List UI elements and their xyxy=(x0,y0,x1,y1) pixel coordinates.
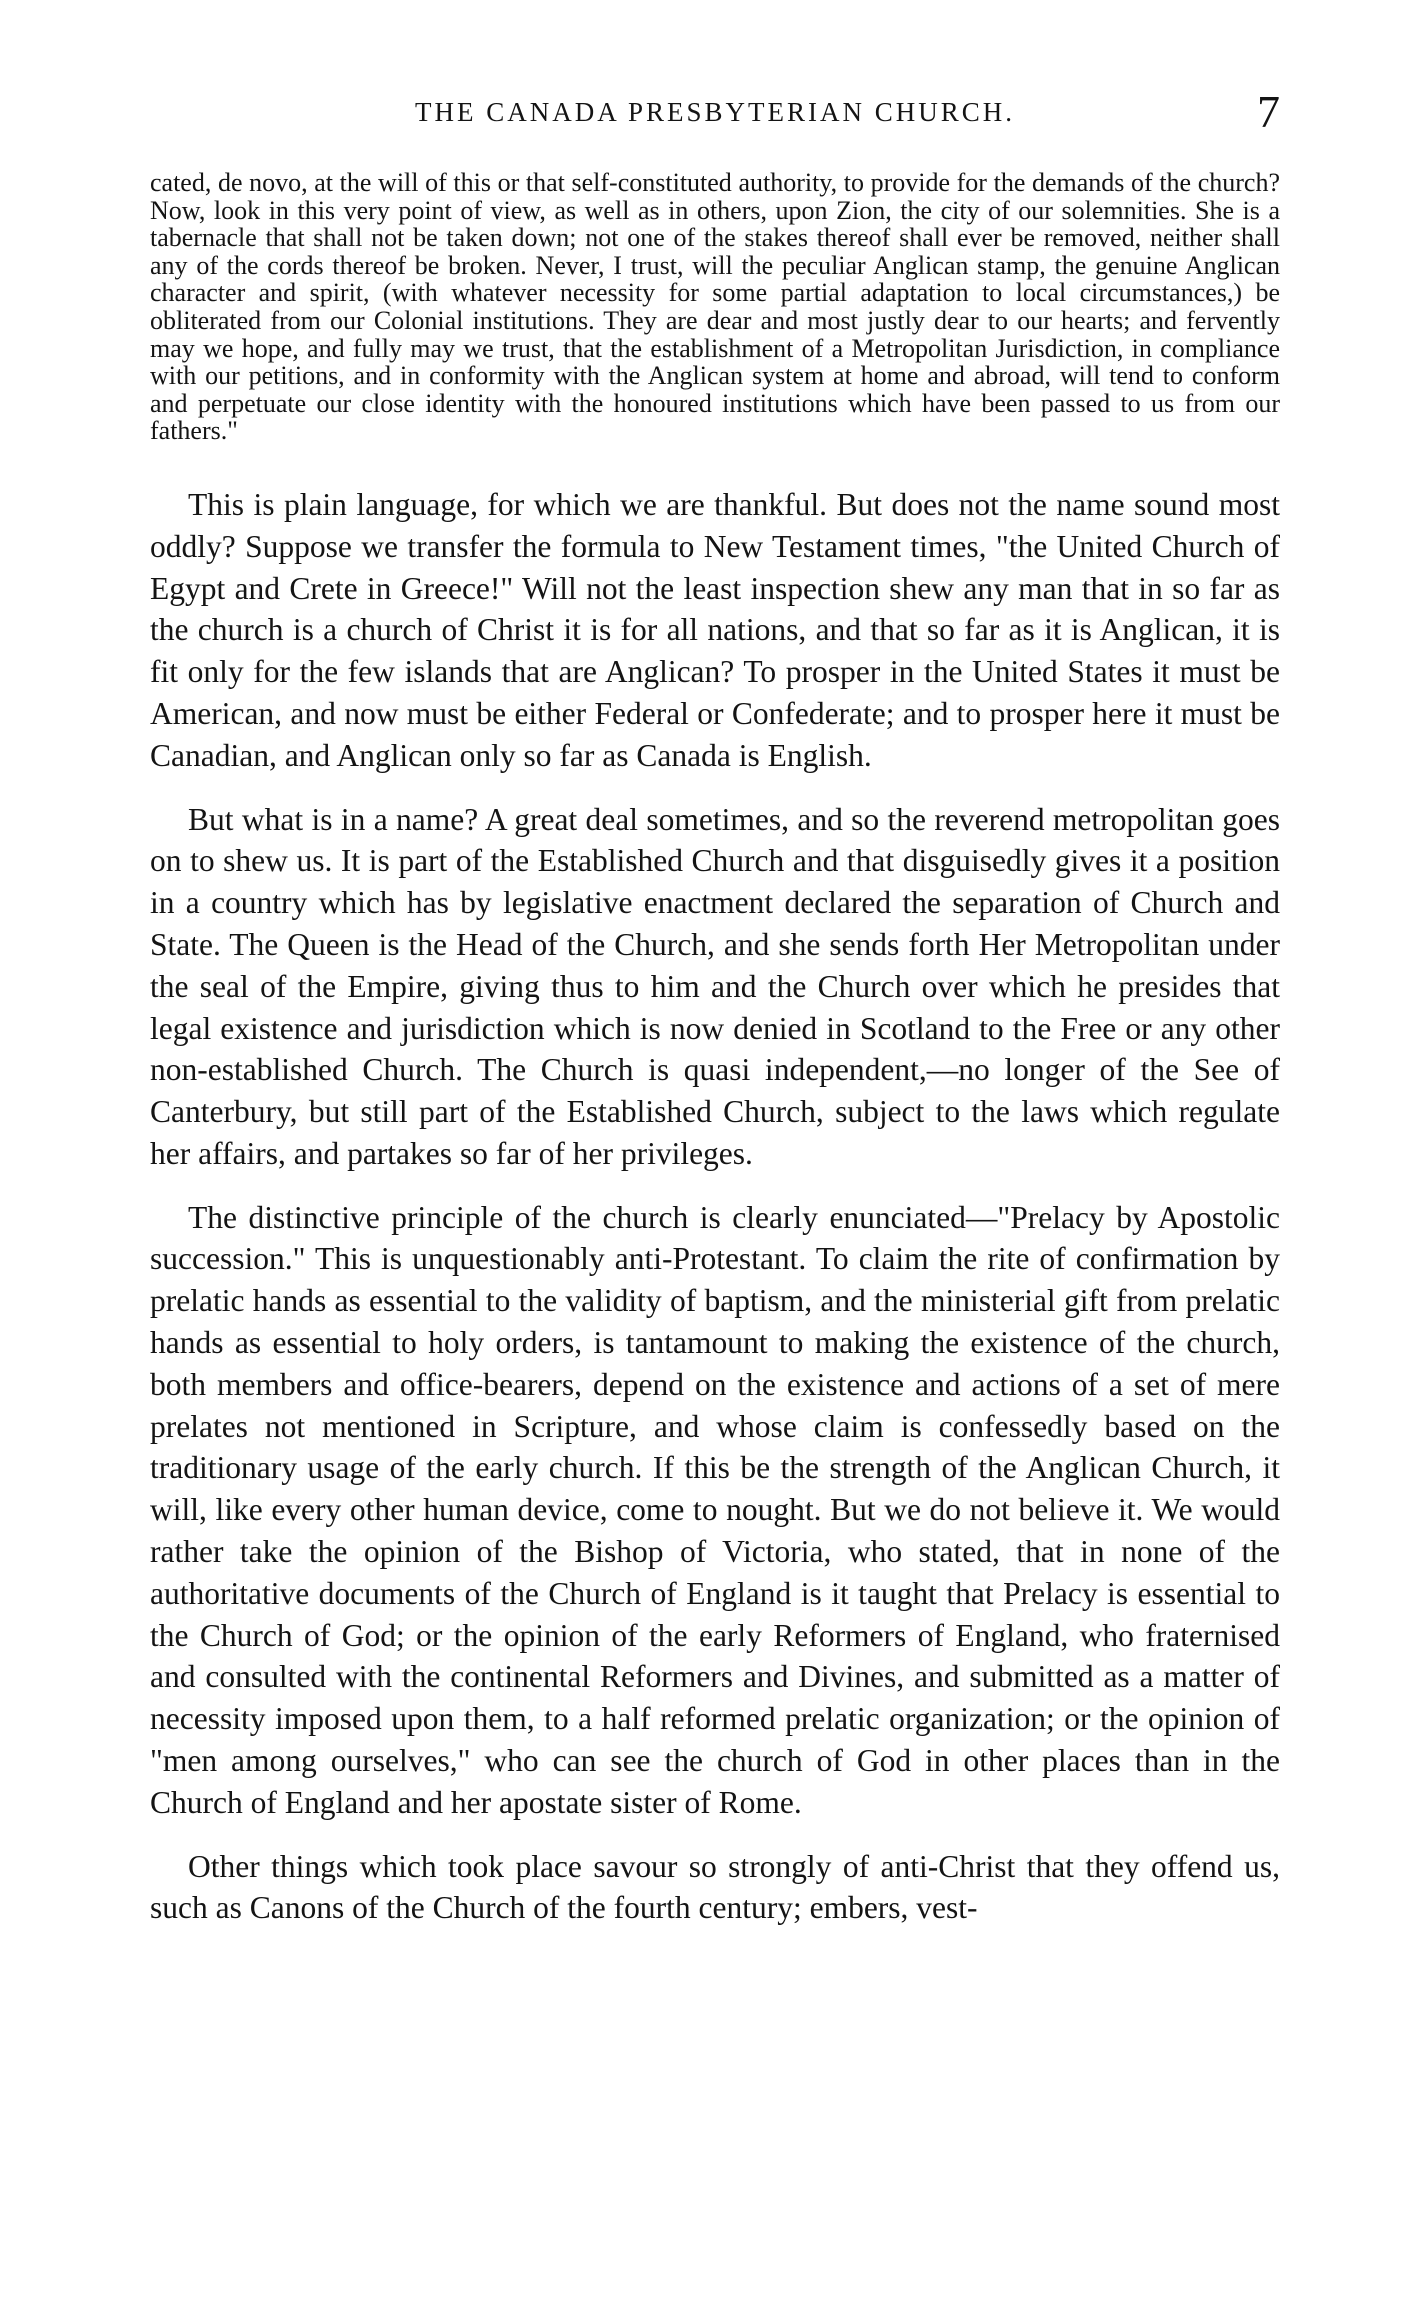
page-header xyxy=(150,85,1280,145)
paragraph-other-things: Other things which took place savour so strongly of anti-Christ that they offend us, such as Canons of the Church of the fourth century; embers, vest- xyxy=(150,1848,1280,1926)
paragraph-distinctive-principle: The distinctive principle of the church is clearly enunciated—"Prelacy by Apostolic succession." This is unquestionably anti-Protestant. To claim the rite of confirmation by prelatic hands as essential to the validity of baptism, and the ministerial gift from prelatic hands as essential to holy orders, is tantamount to making the existence of the church, both members and office-bearers, depend on the existence and actions of a set of mere prelates not mentioned in Scripture, and whose claim is confessedly based on the traditionary usage of the early church. If this be the strength of the Anglican Church, it will, like every other human device, come to nought. But we do not believe it. We would rather take the opinion of the Bishop of Victoria, who stated, that in none of the authoritative documents of the Church of England is it taught that Prelacy is essential to the Church of God; or the opinion of the early Reformers of England, who fraternised and consulted with the continental Reformers and Divines, and submitted as a matter of necessity imposed upon them, to a half reformed prelatic organization; or the opinion of "men among ourselves," who can see the church of God in other places than in the Church of England and her apostate sister of Rome. xyxy=(150,1199,1280,1820)
quote-continuation: cated, de novo, at the will of this or that self-constituted authority, to provide for the demands of the church? Now, look in this very point of view, as well as in others, upon Zion, the city of our solemnities. She is a tabernacle that shall not be taken down; not one of the stakes thereof shall ever be removed, neither shall any of the cords thereof be broken. Never, I trust, will the peculiar Anglican stamp, the genuine Anglican character and spirit, (with whatever necessity for some partial adaptation to local circumstances,) be obliterated from our Colonial institutions. They are dear and most justly dear to our hearts; and fervently may we hope, and fully may we trust, that the establishment of a Metropolitan Jurisdiction, in compliance with our petitions, and in conformity with the Anglican system at home and abroad, will tend to conform and perpetuate our close identity with the honoured institutions which have been passed to us from our fathers." xyxy=(150,168,1280,446)
paragraph-plain-language: This is plain language, for which we are thankful. But does not the name sound most oddly? Suppose we transfer the formula to New Testament times, "the United Church of Egypt and Crete in Greece!" Will not the least inspection shew any man that in so far as the church is a church of Christ it is for all nations, and that so far as it is Anglican, it is fit only for the few islands that are Anglican? To prosper in the United States it must be American, and now must be either Federal or Confederate; and to prosper here it must be Canadian, and Anglican only so far as Canada is English. xyxy=(150,486,1280,773)
quoted-passage xyxy=(150,169,1280,445)
paragraph-what-is-in-a-name: But what is in a name? A great deal sometimes, and so the reverend metropolitan goes on to shew us. It is part of the Established Church and that disguisedly gives it a position in a country which has by legislative enactment declared the separation of Church and State. The Queen is the Head of the Church, and she sends forth Her Metropolitan under the seal of the Empire, giving thus to him and the Church over which he presides that legal existence and jurisdiction which is now denied in Scotland to the Free or any other non-established Church. The Church is quasi independent,—no longer of the See of Canterbury, but still part of the Established Church, subject to the laws which regulate her affairs, and partakes so far of her privileges. xyxy=(150,801,1280,1171)
page-number: 7 xyxy=(1257,86,1280,137)
running-head: THE CANADA PRESBYTERIAN CHURCH. xyxy=(414,97,1016,127)
book-page xyxy=(150,85,1280,1929)
